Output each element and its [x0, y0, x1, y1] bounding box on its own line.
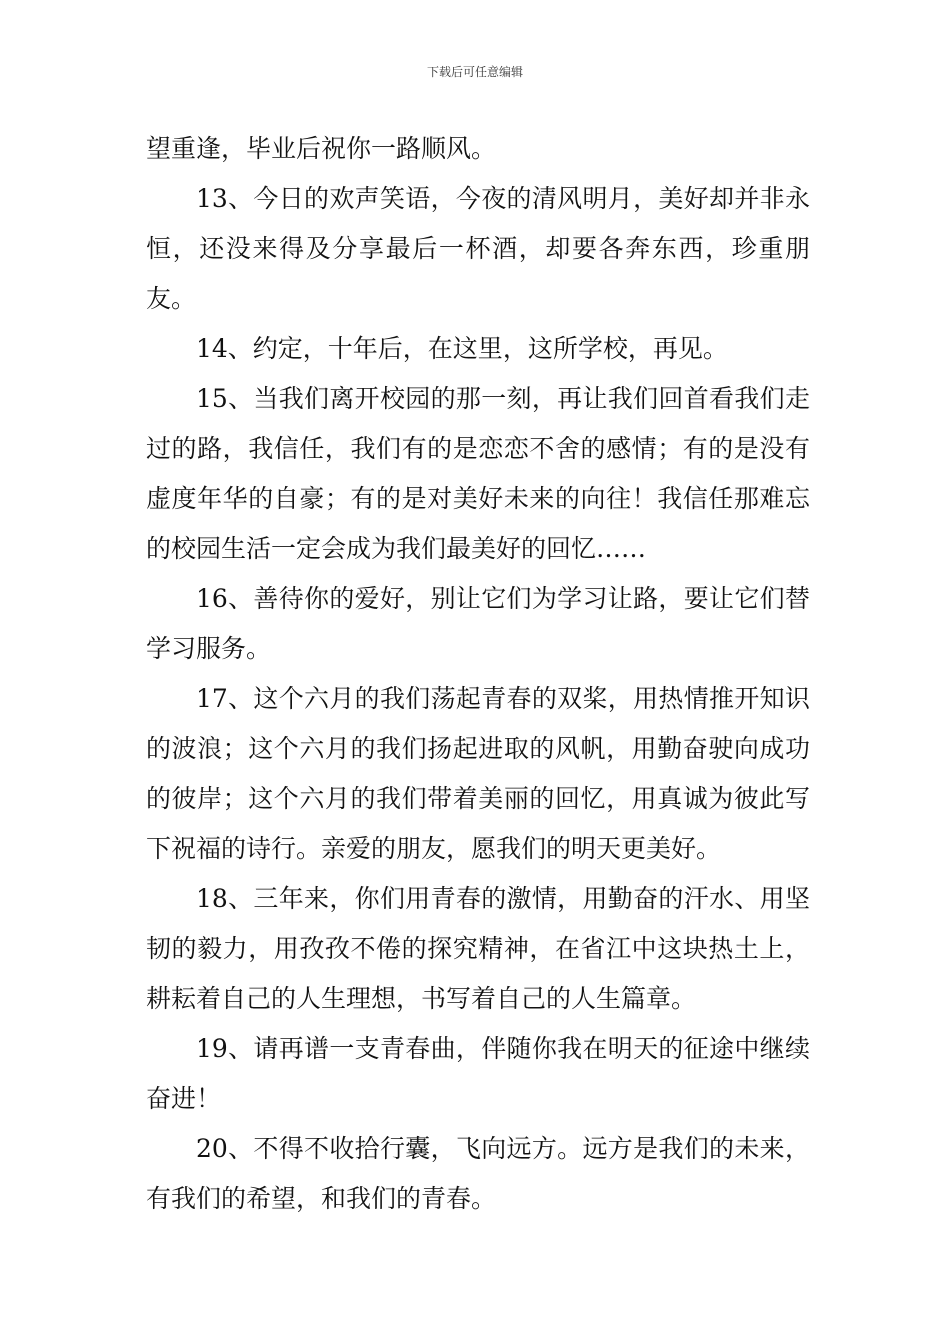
- paragraph: 13、今日的欢声笑语，今夜的清风明月，美好却并非永恒，还没来得及分享最后一杯酒，却要各奔东西，珍重朋友。: [146, 184, 810, 313]
- paragraph: 15、当我们离开校园的那一刻，再让我们回首看我们走过的路，我信任，我们有的是恋恋不舍的感情；有的是没有虚度年华的自豪；有的是对美好未来的向往！我信任那难忘的校园生活一定会成为我们最美好的回忆……: [146, 384, 810, 563]
- paragraph: 17、这个六月的我们荡起青春的双桨，用热情推开知识的波浪；这个六月的我们扬起进取的风帆，用勤奋驶向成功的彼岸；这个六月的我们带着美丽的回忆，用真诚为彼此写下祝福的诗行。亲爱的朋友，愿我们的明天更美好。: [146, 684, 810, 863]
- paragraph: 16、善待你的爱好，别让它们为学习让路，要让它们替学习服务。: [146, 584, 810, 663]
- paragraph: 望重逢，毕业后祝你一路顺风。: [146, 134, 497, 163]
- paragraph: 19、请再谱一支青春曲，伴随你我在明天的征途中继续奋进！: [146, 1034, 810, 1113]
- paragraph: 20、不得不收拾行囊，飞向远方。远方是我们的未来，有我们的希望，和我们的青春。: [146, 1134, 810, 1213]
- document-body: [146, 124, 810, 1224]
- page-header: 下载后可任意编辑: [426, 65, 523, 79]
- paragraph: 18、三年来，你们用青春的激情，用勤奋的汗水、用坚韧的毅力，用孜孜不倦的探究精神，在省江中这块热土上，耕耘着自己的人生理想，书写着自己的人生篇章。: [146, 884, 810, 1013]
- paragraph: 14、约定，十年后，在这里，这所学校，再见。: [196, 334, 728, 363]
